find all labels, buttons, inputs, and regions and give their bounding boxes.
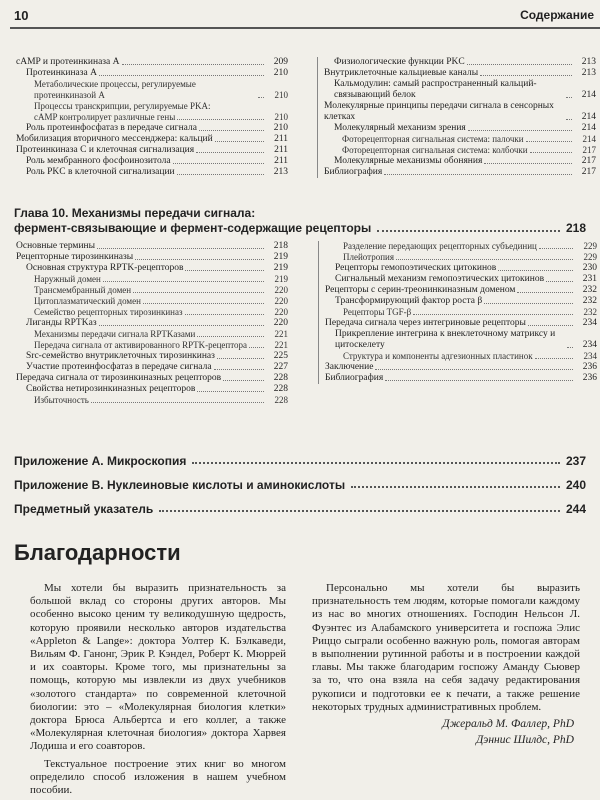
running-title: Содержание (520, 8, 594, 22)
toc-entry-page: 228 (273, 384, 288, 394)
toc-leader (215, 141, 264, 142)
toc-entry-title: Заключение (325, 362, 374, 372)
toc-right-top (317, 57, 596, 178)
toc-entry-page: 234 (582, 340, 597, 350)
toc-entry-page: 211 (274, 156, 288, 166)
toc-entry (16, 112, 288, 123)
toc-leader (214, 369, 264, 370)
toc-entry-page: 217 (581, 156, 596, 166)
toc-entry (16, 373, 288, 384)
toc-leader (91, 402, 264, 403)
toc-leader (135, 259, 264, 260)
toc-entry-page: 221 (274, 340, 288, 350)
toc-entry-title: Передача сигнала от активированного RPTK-рецептора (34, 340, 248, 350)
toc-entry (324, 101, 596, 123)
ack-paragraph-left-2: Текстуальное построение этих книг во многом определило способ изложения в нашем учебном пособии. (30, 758, 286, 797)
toc-leader (249, 347, 264, 348)
appendix-a-page: 237 (565, 454, 586, 468)
toc-entry-title: Наружный домен (34, 274, 101, 284)
toc-entry (324, 79, 596, 101)
toc-entry (324, 57, 596, 68)
toc-entry-page: 232 (582, 285, 597, 295)
toc-entry (16, 351, 288, 362)
toc-left-top (16, 57, 288, 178)
toc-leader (196, 152, 264, 153)
toc-entry-title: Роль протеинфосфатаз в передаче сигнала (26, 123, 197, 133)
appendix-b-leader (351, 486, 560, 488)
toc-leader (480, 75, 572, 76)
toc-entry (16, 68, 288, 79)
toc-leader (103, 281, 264, 282)
toc-entry-page: 219 (273, 263, 288, 273)
toc-entry-title: Физиологические функции PKC (334, 57, 465, 67)
toc-leader (133, 292, 264, 293)
toc-entry (325, 252, 597, 263)
appendix-b (14, 478, 586, 492)
toc-entry-title: Плейотропия (343, 252, 394, 262)
toc-entry (16, 307, 288, 318)
toc-leader (185, 270, 264, 271)
toc-entry (325, 241, 597, 252)
toc-leader (199, 130, 264, 131)
toc-entry-page: 219 (274, 274, 288, 284)
toc-entry-title: Рецепторы TGF-β (343, 307, 412, 317)
toc-entry-title: Избыточность (34, 395, 89, 405)
toc-entry-page: 209 (273, 57, 288, 67)
toc-entry-page: 220 (274, 296, 288, 306)
toc-entry-title: Внутриклеточные кальциевые каналы (324, 68, 479, 78)
toc-entry (16, 263, 288, 274)
toc-entry-title: Рецепторные тирозинкиназы (16, 252, 134, 262)
toc-entry-title: Участие протеинфосфатаз в передаче сигнала (26, 362, 212, 372)
toc-entry-page: 211 (274, 134, 288, 144)
toc-entry (16, 156, 288, 167)
toc-entry (324, 145, 596, 156)
chapter-title-line1: Глава 10. Механизмы передачи сигнала: (14, 206, 256, 220)
toc-entry-page: 213 (581, 57, 596, 67)
appendix-a-title: Приложение А. Микроскопия (14, 454, 187, 468)
toc-entry (16, 329, 288, 340)
toc-entry (16, 252, 288, 263)
toc-entry-page: 210 (274, 112, 288, 122)
toc-entry (16, 167, 288, 178)
toc-entry (16, 123, 288, 134)
toc-entry-page: 220 (274, 307, 288, 317)
toc-entry-title: Основные термины (16, 241, 95, 251)
toc-entry-page: 232 (583, 307, 597, 317)
toc-entry-page: 219 (273, 252, 288, 262)
toc-leader (535, 358, 573, 359)
toc-leader (99, 325, 264, 326)
toc-entry-page: 234 (582, 318, 597, 328)
toc-entry-page: 230 (582, 263, 597, 273)
toc-leader (566, 119, 572, 120)
toc-leader (413, 314, 573, 315)
toc-entry-title: Рецепторы гемопоэтических цитокинов (335, 263, 497, 273)
toc-entry-title: Роль мембранного фосфоинозитола (26, 156, 171, 166)
toc-entry-title: Семейство рецепторных тирозинкиназ (34, 307, 183, 317)
toc-entry-page: 218 (273, 241, 288, 251)
toc-entry-page: 210 (273, 68, 288, 78)
toc-entry-title: Сигнальный механизм гемопоэтических цитокинов (335, 274, 545, 284)
toc-entry (325, 307, 597, 318)
toc-entry-page: 225 (273, 351, 288, 361)
header-rule (10, 27, 600, 29)
toc-entry-title: cAMP контролирует различные гены (34, 112, 176, 122)
toc-leader (185, 314, 264, 315)
toc-entry (16, 241, 288, 252)
toc-entry-title: Src-семейство внутриклеточных тирозинкиназ (26, 351, 215, 361)
toc-leader (566, 97, 572, 98)
toc-entry-page: 236 (582, 373, 597, 383)
toc-entry-title: Трансмембранный домен (34, 285, 132, 295)
toc-entry (324, 167, 596, 178)
toc-leader (385, 380, 573, 381)
subject-index-leader (159, 510, 560, 512)
toc-entry-title: Фоторецепторная сигнальная система: палочки (342, 134, 524, 144)
toc-entry-title: Основная структура RPTK-рецепторов (26, 263, 184, 273)
toc-leader (122, 64, 265, 65)
toc-leader (217, 358, 264, 359)
toc-left-bottom (16, 241, 288, 406)
toc-leader (546, 281, 573, 282)
chapter-title-line2: фермент-связывающие и фермент-содержащие рецепторы (14, 221, 372, 235)
subject-index (14, 502, 586, 516)
toc-entry-title: Фоторецепторная сигнальная система: колбочки (342, 145, 528, 155)
toc-entry-title: Молекулярные принципы передачи сигнала в сенсорных клетках (324, 101, 554, 122)
toc-leader (177, 174, 264, 175)
toc-entry (325, 274, 597, 285)
toc-leader (484, 303, 573, 304)
toc-entry (325, 318, 597, 329)
appendix-b-title: Приложение В. Нуклеиновые кислоты и аминокислоты (14, 478, 346, 492)
toc-leader (384, 174, 572, 175)
toc-leader (258, 97, 264, 98)
toc-entry-page: 232 (582, 296, 597, 306)
toc-entry (16, 296, 288, 307)
toc-leader (375, 369, 573, 370)
toc-entry-title: Библиография (324, 167, 383, 177)
toc-entry-title: Механизмы передачи сигнала RPTKазами (34, 329, 196, 339)
toc-entry (324, 134, 596, 145)
toc-entry-page: 214 (581, 90, 596, 100)
toc-entry-title: Метаболические процессы, регулируемые протеинкиназой A (34, 79, 196, 100)
signature-faller: Джеральд М. Фаллер, PhD (442, 718, 574, 730)
toc-entry-page: 217 (582, 145, 596, 155)
toc-entry-title: Лиганды RPTKаз (26, 318, 97, 328)
toc-entry-title: Процессы транскрипции, регулируемые PKA: (34, 101, 211, 111)
toc-entry-title: Свойства нетирозинкиназных рецепторов (26, 384, 196, 394)
toc-entry-page: 227 (273, 362, 288, 372)
toc-leader (567, 347, 573, 348)
toc-entry (325, 263, 597, 274)
toc-entry (16, 145, 288, 156)
toc-entry-page: 229 (583, 252, 597, 262)
toc-entry-title: Передача сигнала от тирозинкиназных рецепторов (16, 373, 222, 383)
signature-shields: Дэннис Шилдс, PhD (475, 734, 574, 746)
page-number: 10 (14, 8, 29, 23)
toc-entry-page: 210 (274, 90, 288, 100)
toc-leader (539, 248, 573, 249)
toc-entry-page: 214 (581, 123, 596, 133)
toc-entry-title: Протеинкиназа C и клеточная сигнализация (16, 145, 195, 155)
toc-entry-page: 211 (274, 145, 288, 155)
chapter-leader (377, 230, 560, 232)
toc-entry (325, 296, 597, 307)
toc-entry-title: Цитоплазматический домен (34, 296, 141, 306)
toc-entry (324, 68, 596, 79)
toc-entry (324, 123, 596, 134)
toc-leader (530, 152, 572, 153)
toc-entry (16, 101, 288, 112)
toc-leader (526, 141, 572, 142)
toc-entry-page: 213 (273, 167, 288, 177)
toc-entry-title: cAMP и протеинкиназа A (16, 57, 120, 67)
toc-entry (16, 318, 288, 329)
toc-entry-page: 236 (582, 362, 597, 372)
toc-entry-title: Прикрепление интегрина к внеклеточному матриксу и цитоскелету (335, 329, 556, 350)
toc-entry-title: Роль PKC в клеточной сигнализации (26, 167, 175, 177)
toc-entry-page: 221 (274, 329, 288, 339)
toc-leader (484, 163, 572, 164)
ack-paragraph-right: Персонально мы хотели бы выразить признательность тем людям, которые помогали каждому из нас во многих отношениях. Господин Нельсон Л. Фуэнтес из Алабамского университета и госпожа Элис Риццо сыграли особенно важную роль, помогая авторам в выполнении рутинной работы и в построении каждой главы. Мы также благодарим госпожу Аманду Сьювер за то, что она взяла на себя задачу редактирования рукописи и подготовки ее к печати, а также решение некоторых трудных административных проблем. (312, 582, 580, 713)
acknowledgments-heading: Благодарности (14, 540, 181, 565)
appendix-a-leader (192, 462, 560, 464)
toc-entry (16, 395, 288, 406)
toc-entry-title: Передача сигнала через интегриновые рецепторы (325, 318, 526, 328)
toc-entry (16, 362, 288, 373)
toc-entry-page: 220 (273, 318, 288, 328)
toc-entry-title: Трансформирующий фактор роста β (335, 296, 483, 306)
chapter-heading (14, 206, 586, 236)
toc-entry (324, 156, 596, 167)
toc-leader (97, 248, 264, 249)
toc-leader (173, 163, 264, 164)
toc-entry-page: 213 (581, 68, 596, 78)
ack-paragraph-left-1: Мы хотели бы выразить признательность за большой вклад со стороны других авторов. Мы особенно высоко ценим ту великодушную щедрость, которую проявили несколько авторов издательства «Appleton & Lange»: доктора Уолтер К. Бэлкаведи, Вильям Ф. Ганонг, Эрик Р. Кэндел, Роберт К. Мюррей и их соавторы. Кроме того, мы признательны за помощь, которую мы извлекли из двух учебников «золотого стандарта» по современной клеточной биологии: это – «Молекулярная биология клетки» доктора Брюса Альбертса и его коллег, а также «Молекулярная клеточная биология» доктора Харвея Лодиша и его соавторов. (30, 582, 286, 753)
toc-entry (325, 285, 597, 296)
toc-leader (498, 270, 573, 271)
toc-leader (197, 336, 264, 337)
appendix-a (14, 454, 586, 468)
toc-entry-title: Кальмодулин: самый распространенный кальций-связывающий белок (334, 79, 537, 100)
toc-entry-page: 214 (581, 112, 596, 122)
subject-index-title: Предметный указатель (14, 502, 154, 516)
toc-entry (325, 362, 597, 373)
toc-entry-page: 220 (274, 285, 288, 295)
subject-index-page: 244 (565, 502, 586, 516)
toc-entry-page: 228 (274, 395, 288, 405)
toc-entry-title: Структура и компоненты адгезионных пластинок (343, 351, 533, 361)
toc-entry-title: Библиография (325, 373, 384, 383)
toc-entry-title: Рецепторы с серин-треонинкиназным доменом (325, 285, 516, 295)
toc-entry (16, 274, 288, 285)
toc-leader (177, 119, 264, 120)
toc-entry (325, 329, 597, 351)
toc-leader (223, 380, 264, 381)
toc-entry-page: 210 (273, 123, 288, 133)
toc-entry-page: 214 (582, 134, 596, 144)
chapter-page: 218 (565, 221, 586, 235)
toc-leader (396, 259, 573, 260)
toc-entry (16, 340, 288, 351)
toc-entry-title: Мобилизация вторичного мессенджера: кальций (16, 134, 213, 144)
toc-entry-page: 229 (583, 241, 597, 251)
appendix-b-page: 240 (565, 478, 586, 492)
toc-leader (197, 391, 264, 392)
toc-leader (99, 75, 264, 76)
toc-leader (528, 325, 573, 326)
toc-entry (325, 351, 597, 362)
toc-entry-page: 231 (582, 274, 597, 284)
toc-entry (16, 79, 288, 101)
toc-entry-title: Молекулярные механизмы обоняния (334, 156, 483, 166)
toc-entry-page: 228 (273, 373, 288, 383)
toc-entry-page: 217 (581, 167, 596, 177)
toc-entry (325, 373, 597, 384)
toc-entry (16, 134, 288, 145)
toc-entry (16, 285, 288, 296)
toc-leader (143, 303, 264, 304)
toc-leader (517, 292, 573, 293)
toc-entry-title: Молекулярный механизм зрения (334, 123, 466, 133)
toc-entry (16, 57, 288, 68)
toc-leader (468, 130, 572, 131)
toc-entry-title: Протеинкиназа A (26, 68, 97, 78)
toc-leader (467, 64, 572, 65)
toc-entry (16, 384, 288, 395)
toc-entry-page: 234 (583, 351, 597, 361)
toc-right-bottom (318, 241, 597, 384)
toc-entry-title: Разделение передающих рецепторных субъединиц (343, 241, 537, 251)
